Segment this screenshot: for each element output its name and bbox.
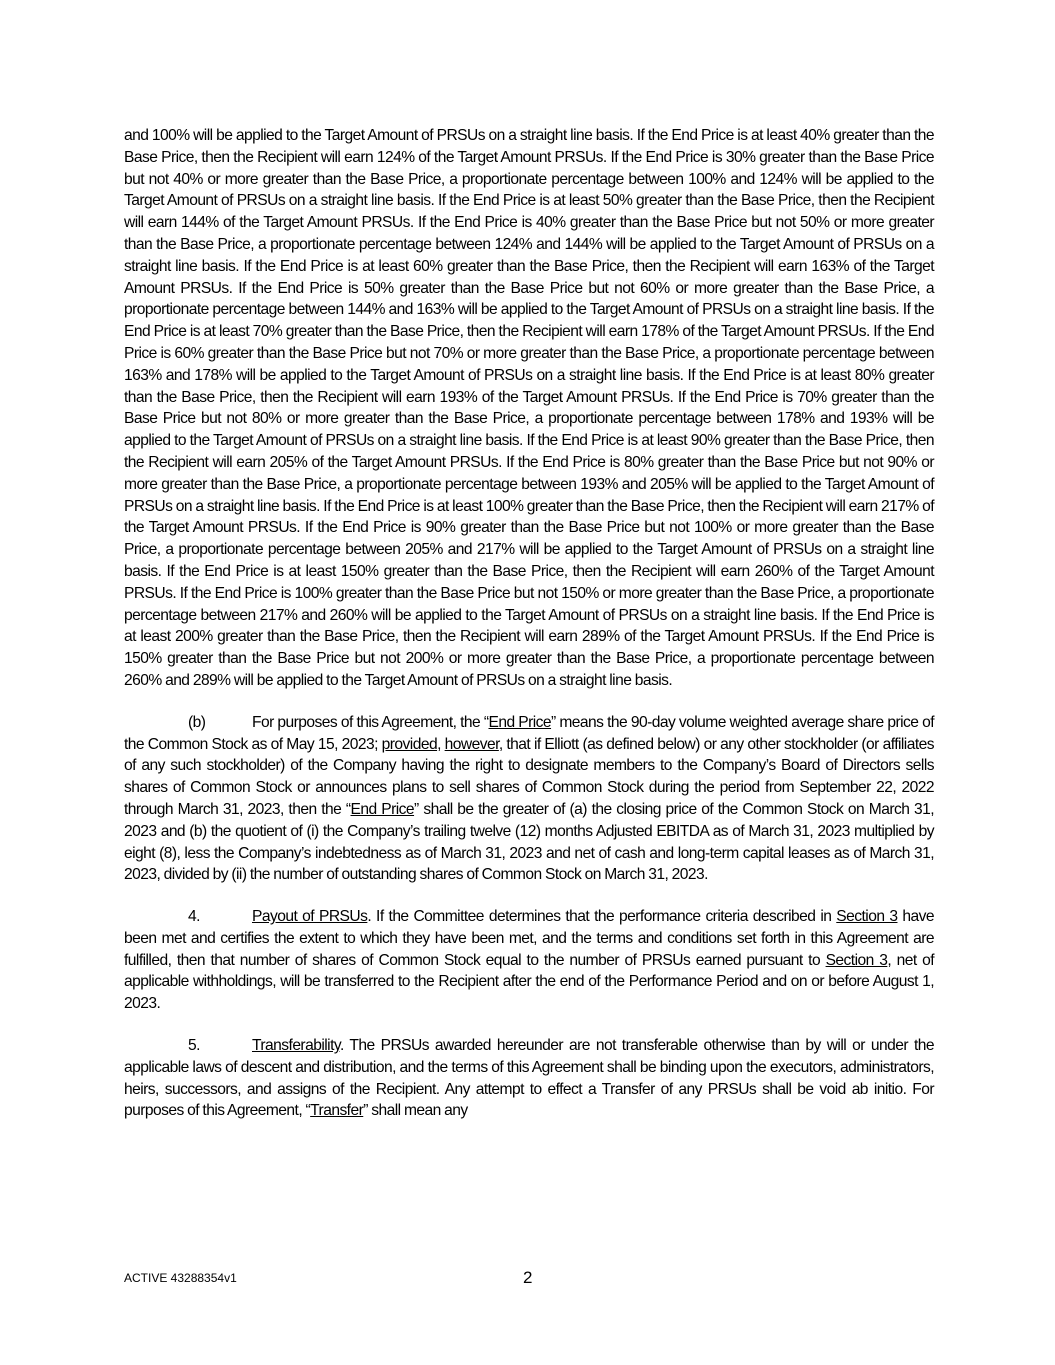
section-number: 5. [188, 1037, 200, 1055]
section-5-transferability: 5. Transferability. The PRSUs awarded hereunder are not transferable otherwise than by will or under the applicable laws of descent and distribution, and the terms of this Agreement shall be binding upon the executors, administrators, heirs, successors, and assigns of the Recipient. Any attempt to effect a Transfer of any PRSUs shall be void ab initio. For purposes of this Agreement, “Transfer” shall mean any [124, 1037, 934, 1120]
defined-term-transfer: Transfer [310, 1102, 364, 1120]
section-4-payout: 4. Payout of PRSUs. If the Committee determines that the performance criteria described in Section 3 have been met and certifies the extent to which they have been met, and the terms and conditions set forth in this Agreement are fulfilled, then that number of shares of Common Stock equal to the number of PRSUs earned pursuant to Section 3, net of applicable withholdings, will be transferred to the Recipient after the end of the Performance Period and on or before August 1, 2023. [124, 908, 935, 1013]
defined-term-end-price-2: End Price [350, 800, 415, 818]
section-reference: Section 3 [836, 908, 898, 926]
provided-term: provided [381, 735, 438, 753]
however-term: however [444, 735, 499, 753]
section-heading: Transferability [252, 1037, 340, 1055]
paragraph-vesting-schedule: and 100% will be applied to the Target Amount of PRSUs on a straight line basis. If the End Price is at least 40% greater than the Base Price, then the Recipient will earn 124% of the Target Amount PRSUs. If the End Price is 30% greater than the Base Price but not 40% or more greater than the Base Price, a proportionate percentage between 100% and 124% will be applied to the Target Amount of PRSUs on a straight line basis. If the End Price is at least 50% greater than the Base Price, then the Recipient will earn 144% of the Target Amount PRSUs. If the End Price is 40% greater than the Base Price but not 50% or more greater than the Base Price, a proportionate percentage between 124% and 144% will be applied to the Target Amount of PRSUs on a straight line basis. If the End Price is at least 60% greater than the Base Price, then the Recipient will earn 163% of the Target Amount PRSUs. If the End Price is 50% greater than the Base Price but not 60% or more greater than the Base Price, a proportionate percentage between 144% and 163% will be applied to the Target Amount of PRSUs on a straight line basis. If the End Price is at least 70% greater than the Base Price, then the Recipient will earn 178% of the Target Amount PRSUs. If the End Price is 60% greater than the Base Price but not 70% or more greater than the Base Price, a proportionate percentage between 163% and 178% will be applied to the Target Amount of PRSUs on a straight line basis. If the End Price is at least 80% greater than the Base Price, then the Recipient will earn 193% of the Target Amount PRSUs. If the End Price is 70% greater than the Base Price but not 80% or more greater than the Base Price, a proportionate percentage between 178% and 193% will be applied to the Target Amount of PRSUs on a straight line basis. If the End Price is at least 90% greater than the Base Price, then the Recipient will earn 205% of the Target Amount PRSUs. If the End Price is 80% greater than the Base Price but not 90% or more greater than the Base Price, a proportionate percentage between 193% and 205% will be applied to the Target Amount of PRSUs on a straight line basis. If the End Price is at least 100% greater than the Base Price, then the Recipient will earn 217% of the Target Amount PRSUs. If the End Price is 90% greater than the Base Price but not 100% or more greater than the Base Price, a proportionate percentage between 205% and 217% will be applied to the Target Amount of PRSUs on a straight line basis. If the End Price is at least 150% greater than the Base Price, then the Recipient will earn 260% of the Target Amount PRSUs. If the End Price is 100% greater than the Base Price but not 150% or more greater than the Base Price, a proportionate percentage between 217% and 260% will be applied to the Target Amount of PRSUs on a straight line basis. If the End Price is at least 200% greater than the Base Price, then the Recipient will earn 289% of the Target Amount PRSUs. If the End Price is 150% greater than the Base Price but not 200% or more greater than the Base Price, a proportionate percentage between 260% and 289% will be applied to the Target Amount of PRSUs on a straight line basis. [124, 127, 934, 689]
section-number: 4. [188, 908, 200, 926]
section-reference-2: Section 3 [825, 951, 888, 969]
document-body [124, 125, 934, 1122]
section-heading: Payout of PRSUs [252, 908, 368, 926]
defined-term-end-price: End Price [488, 713, 552, 731]
footer-document-id: ACTIVE 43288354v1 [124, 1271, 237, 1285]
page-number: 2 [523, 1268, 533, 1287]
subsection-label: (b) [188, 713, 206, 731]
paragraph-b-end-price: (b) For purposes of this Agreement, the “End Price” means the 90-day volume weighted average share price of the Common Stock as of May 15, 2023; provided, however, that if Elliott (as defined below) or any other stockholder (or affiliates of any such stockholder) of the Company having the right to designate members to the Company’s Board of Directors sells shares of Common Stock or announces plans to sell shares of Common Stock during the period from September 22, 2022 through March 31, 2023, then the “End Price” shall be the greater of (a) the closing price of the Common Stock on March 31, 2023 and (b) the quotient of (i) the Company’s trailing twelve (12) months Adjusted EBITDA as of March 31, 2023 multiplied by eight (8), less the Company’s indebtedness as of March 31, 2023 and net of cash and long-term capital leases as of March 31, 2023, divided by (ii) the number of outstanding shares of Common Stock on March 31, 2023. [124, 713, 935, 884]
